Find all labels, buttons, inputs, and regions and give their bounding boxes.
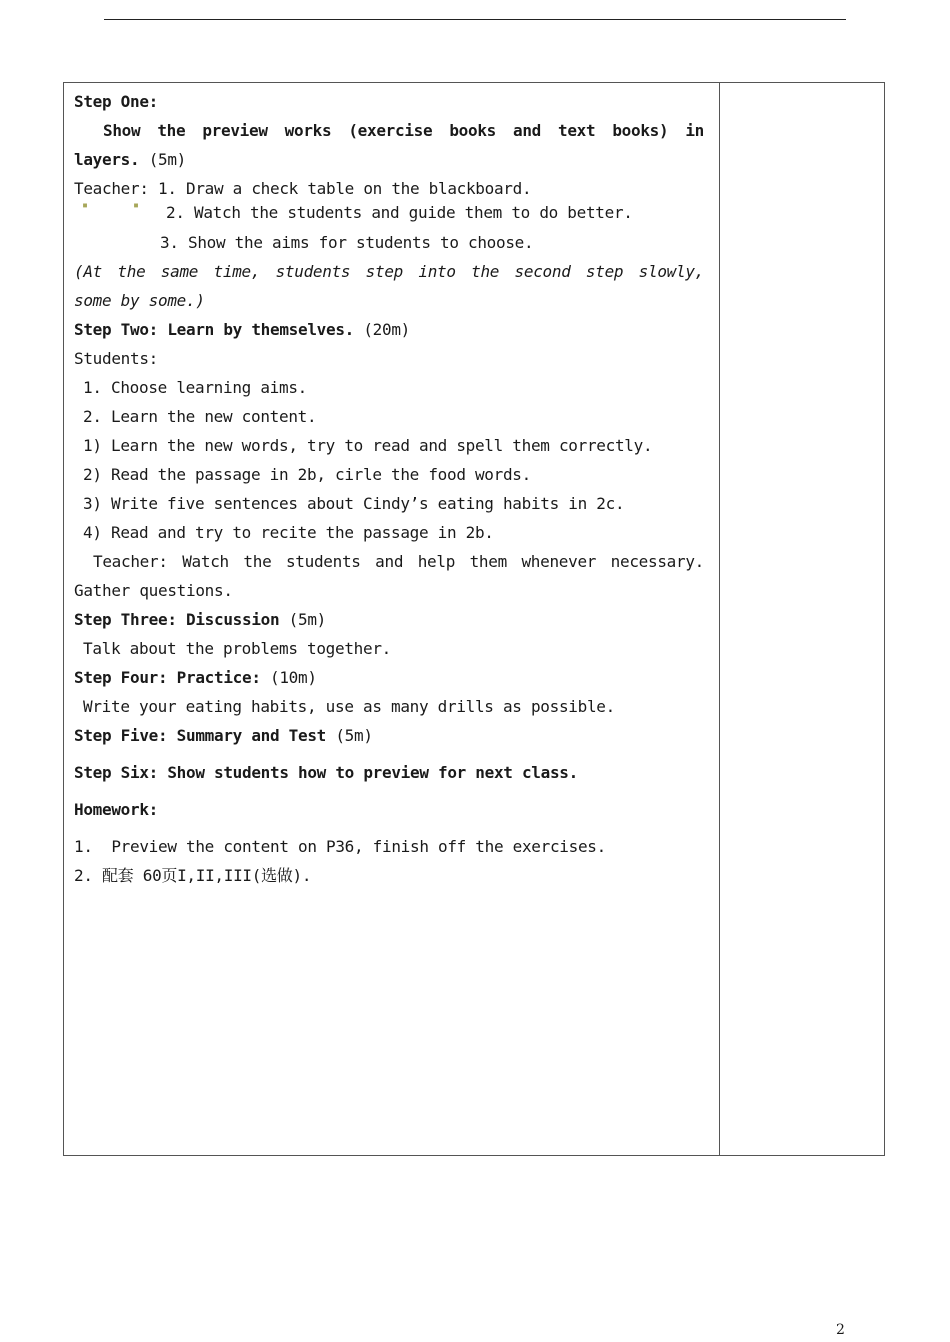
step-three-body: Talk about the problems together.	[83, 639, 391, 658]
step-two-time: (20m)	[363, 320, 411, 339]
step-six-heading: Step Six: Show students how to preview for next class.	[74, 763, 578, 782]
page-number: 2	[836, 1322, 845, 1338]
step-two-item: 3) Write five sentences about Cindy’s eating habits in 2c.	[83, 494, 625, 513]
step-two-item: 1. Choose learning aims.	[83, 378, 307, 397]
homework-item: 2. 配套 60页I,II,III(选做).	[74, 866, 312, 885]
homework-heading: Homework:	[74, 800, 158, 819]
header-rule	[104, 19, 846, 20]
step-one-note-line2: some by some.)	[74, 291, 205, 310]
step-one-teacher-line1: Teacher: 1. Draw a check table on the blackboard.	[74, 179, 532, 198]
step-four-body: Write your eating habits, use as many drills as possible.	[83, 697, 615, 716]
step-two-heading: Step Two: Learn by themselves.	[74, 320, 354, 339]
step-two-item: 2. Learn the new content.	[83, 407, 317, 426]
decorative-dot: ▪	[133, 200, 140, 211]
step-two-item: 2) Read the passage in 2b, cirle the food words.	[83, 465, 531, 484]
homework-item: 1. Preview the content on P36, finish off the exercises.	[74, 837, 606, 856]
step-two-teacher-line2: Gather questions.	[74, 581, 233, 600]
step-four-heading: Step Four: Practice:	[74, 668, 261, 687]
step-two-item: 4) Read and try to recite the passage in 2b.	[83, 523, 494, 542]
step-one-teacher-line2: 2. Watch the students and guide them to do better.	[166, 203, 633, 222]
lesson-plan-content	[74, 87, 704, 890]
step-one-time: (5m)	[148, 150, 187, 169]
step-two-teacher-line1: Teacher: Watch the students and help them whenever necessary.	[93, 552, 704, 571]
step-five-time: (5m)	[335, 726, 373, 745]
step-one-teacher-line3: 3. Show the aims for students to choose.	[160, 233, 534, 252]
step-one-title-line1: Show the preview works (exercise books and text books) in	[103, 121, 704, 140]
step-one-note-line1: (At the same time, students step into the second step slowly,	[74, 262, 704, 281]
step-five-heading: Step Five: Summary and Test	[74, 726, 326, 745]
step-four-time: (10m)	[270, 668, 317, 687]
step-three-heading: Step Three: Discussion	[74, 610, 280, 629]
decorative-dot: ▪	[82, 200, 89, 211]
step-one-title-line2: layers.	[74, 150, 140, 169]
step-one-heading: Step One:	[74, 92, 158, 111]
table-column-divider	[719, 83, 720, 1155]
lesson-plan-table	[63, 82, 885, 1156]
step-two-students-label: Students:	[74, 349, 158, 368]
step-three-time: (5m)	[288, 610, 327, 629]
step-two-item: 1) Learn the new words, try to read and spell them correctly.	[83, 436, 653, 455]
